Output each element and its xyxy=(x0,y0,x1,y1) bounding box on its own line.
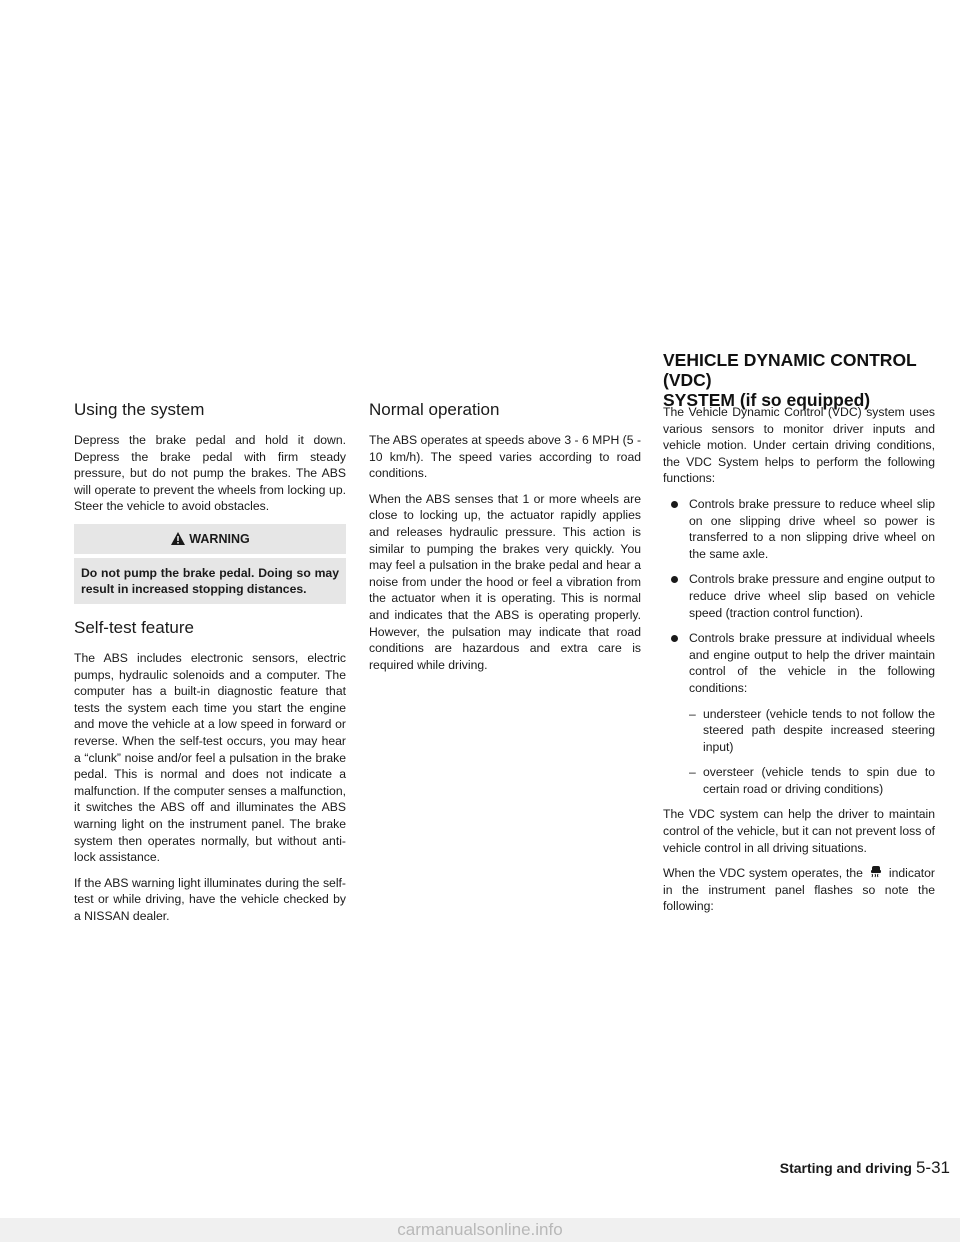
vdc-indicator-paragraph: When the VDC system operates, the indicator in the instrument panel flashes so note the following: xyxy=(663,866,935,914)
column-3 xyxy=(663,404,935,924)
bullet-icon xyxy=(671,635,678,642)
list-item: – understeer (vehicle tends to not follow the steered path despite increased steering input) xyxy=(689,706,935,754)
heading-self-test: Self-test feature xyxy=(74,617,195,637)
column-2 xyxy=(369,400,641,682)
using-system-paragraph: Depress the brake pedal and hold it down. Depress the brake pedal with firm steady pressure, but do not pump the brakes. The ABS will operate to prevent the wheels from locking up. Steer the vehicle to avoid obstacles. xyxy=(74,433,346,514)
normal-operation-paragraph-1: The ABS operates at speeds above 3 - 6 MPH (5 - 10 km/h). The speed varies according to road conditions. xyxy=(369,433,641,481)
list-item: Controls brake pressure to reduce wheel slip on one slipping drive wheel so power is transferred to a non slipping drive wheel on the same axle. xyxy=(663,496,935,562)
normal-operation-paragraph-2: When the ABS senses that 1 or more wheels are close to locking up, the actuator rapidly applies and releases hydraulic pressure. This action is similar to pumping the brakes very quickly. You may feel a pulsation in the brake pedal and hear a noise from under the hood or feel a vibration from the actuator when it is operating. This is normal and indicates that the ABS is operating properly. However, the pulsation may indicate that road conditions are hazardous and extra care is required while driving. xyxy=(369,491,641,672)
column-1 xyxy=(74,400,346,933)
vdc-function-list xyxy=(663,496,935,697)
page-footer xyxy=(663,1158,950,1178)
warning-triangle-icon xyxy=(170,531,186,546)
heading-using-the-system: Using the system xyxy=(74,400,205,419)
section-title-line1: VEHICLE DYNAMIC CONTROL (VDC) xyxy=(663,350,917,390)
condition-list xyxy=(663,706,935,798)
chapter-label: Starting and driving xyxy=(779,1160,912,1176)
list-item: Controls brake pressure at individual wheels and engine output to help the driver maintain control of the vehicle in the following conditions: xyxy=(663,630,935,696)
vdc-limitation-paragraph: The VDC system can help the driver to maintain control of the vehicle, but it can not prevent loss of vehicle control in all driving situations. xyxy=(663,807,935,855)
list-item: – oversteer (vehicle tends to spin due to certain road or driving conditions) xyxy=(689,765,935,796)
watermark: carmanualsonline.info xyxy=(0,1218,960,1242)
bullet-icon xyxy=(671,501,678,508)
list-item: Controls brake pressure and engine output to reduce drive wheel slip based on vehicle speed (traction control function). xyxy=(663,571,935,621)
self-test-paragraph: The ABS includes electronic sensors, electric pumps, hydraulic solenoids and a computer. The computer has a built-in diagnostic feature that tests the system each time you start the engine and move the vehicle at a low speed in forward or reverse. When the self-test occurs, you may hear a “clunk” noise and/or feel a pulsation in the brake pedal. This is normal and does not indicate a malfunction. If the computer senses a malfunction, it switches the ABS off and illuminates the ABS warning light on the instrument panel. The brake system then operates normally, but without anti-lock assistance. xyxy=(74,650,346,865)
warning-text: Do not pump the brake pedal. Doing so may result in increased stopping distances. xyxy=(74,558,346,604)
bullet-icon xyxy=(671,576,678,583)
heading-normal-operation: Normal operation xyxy=(369,400,500,419)
vdc-car-skid-icon xyxy=(869,865,883,879)
page-number: 5-31 xyxy=(915,1158,950,1177)
section-title-line2: SYSTEM (if so equipped) xyxy=(663,390,871,410)
warning-header xyxy=(74,524,346,554)
warning-label: WARNING xyxy=(189,531,250,546)
vdc-intro-paragraph: The Vehicle Dynamic Control (VDC) system uses various sensors to monitor driver inputs and vehicle motion. Under certain driving conditions, the VDC System helps to perform the following functions: xyxy=(663,405,935,486)
abs-light-paragraph: If the ABS warning light illuminates during the self-test or while driving, have the vehicle checked by a NISSAN dealer. xyxy=(74,875,346,923)
section-title xyxy=(663,350,953,410)
